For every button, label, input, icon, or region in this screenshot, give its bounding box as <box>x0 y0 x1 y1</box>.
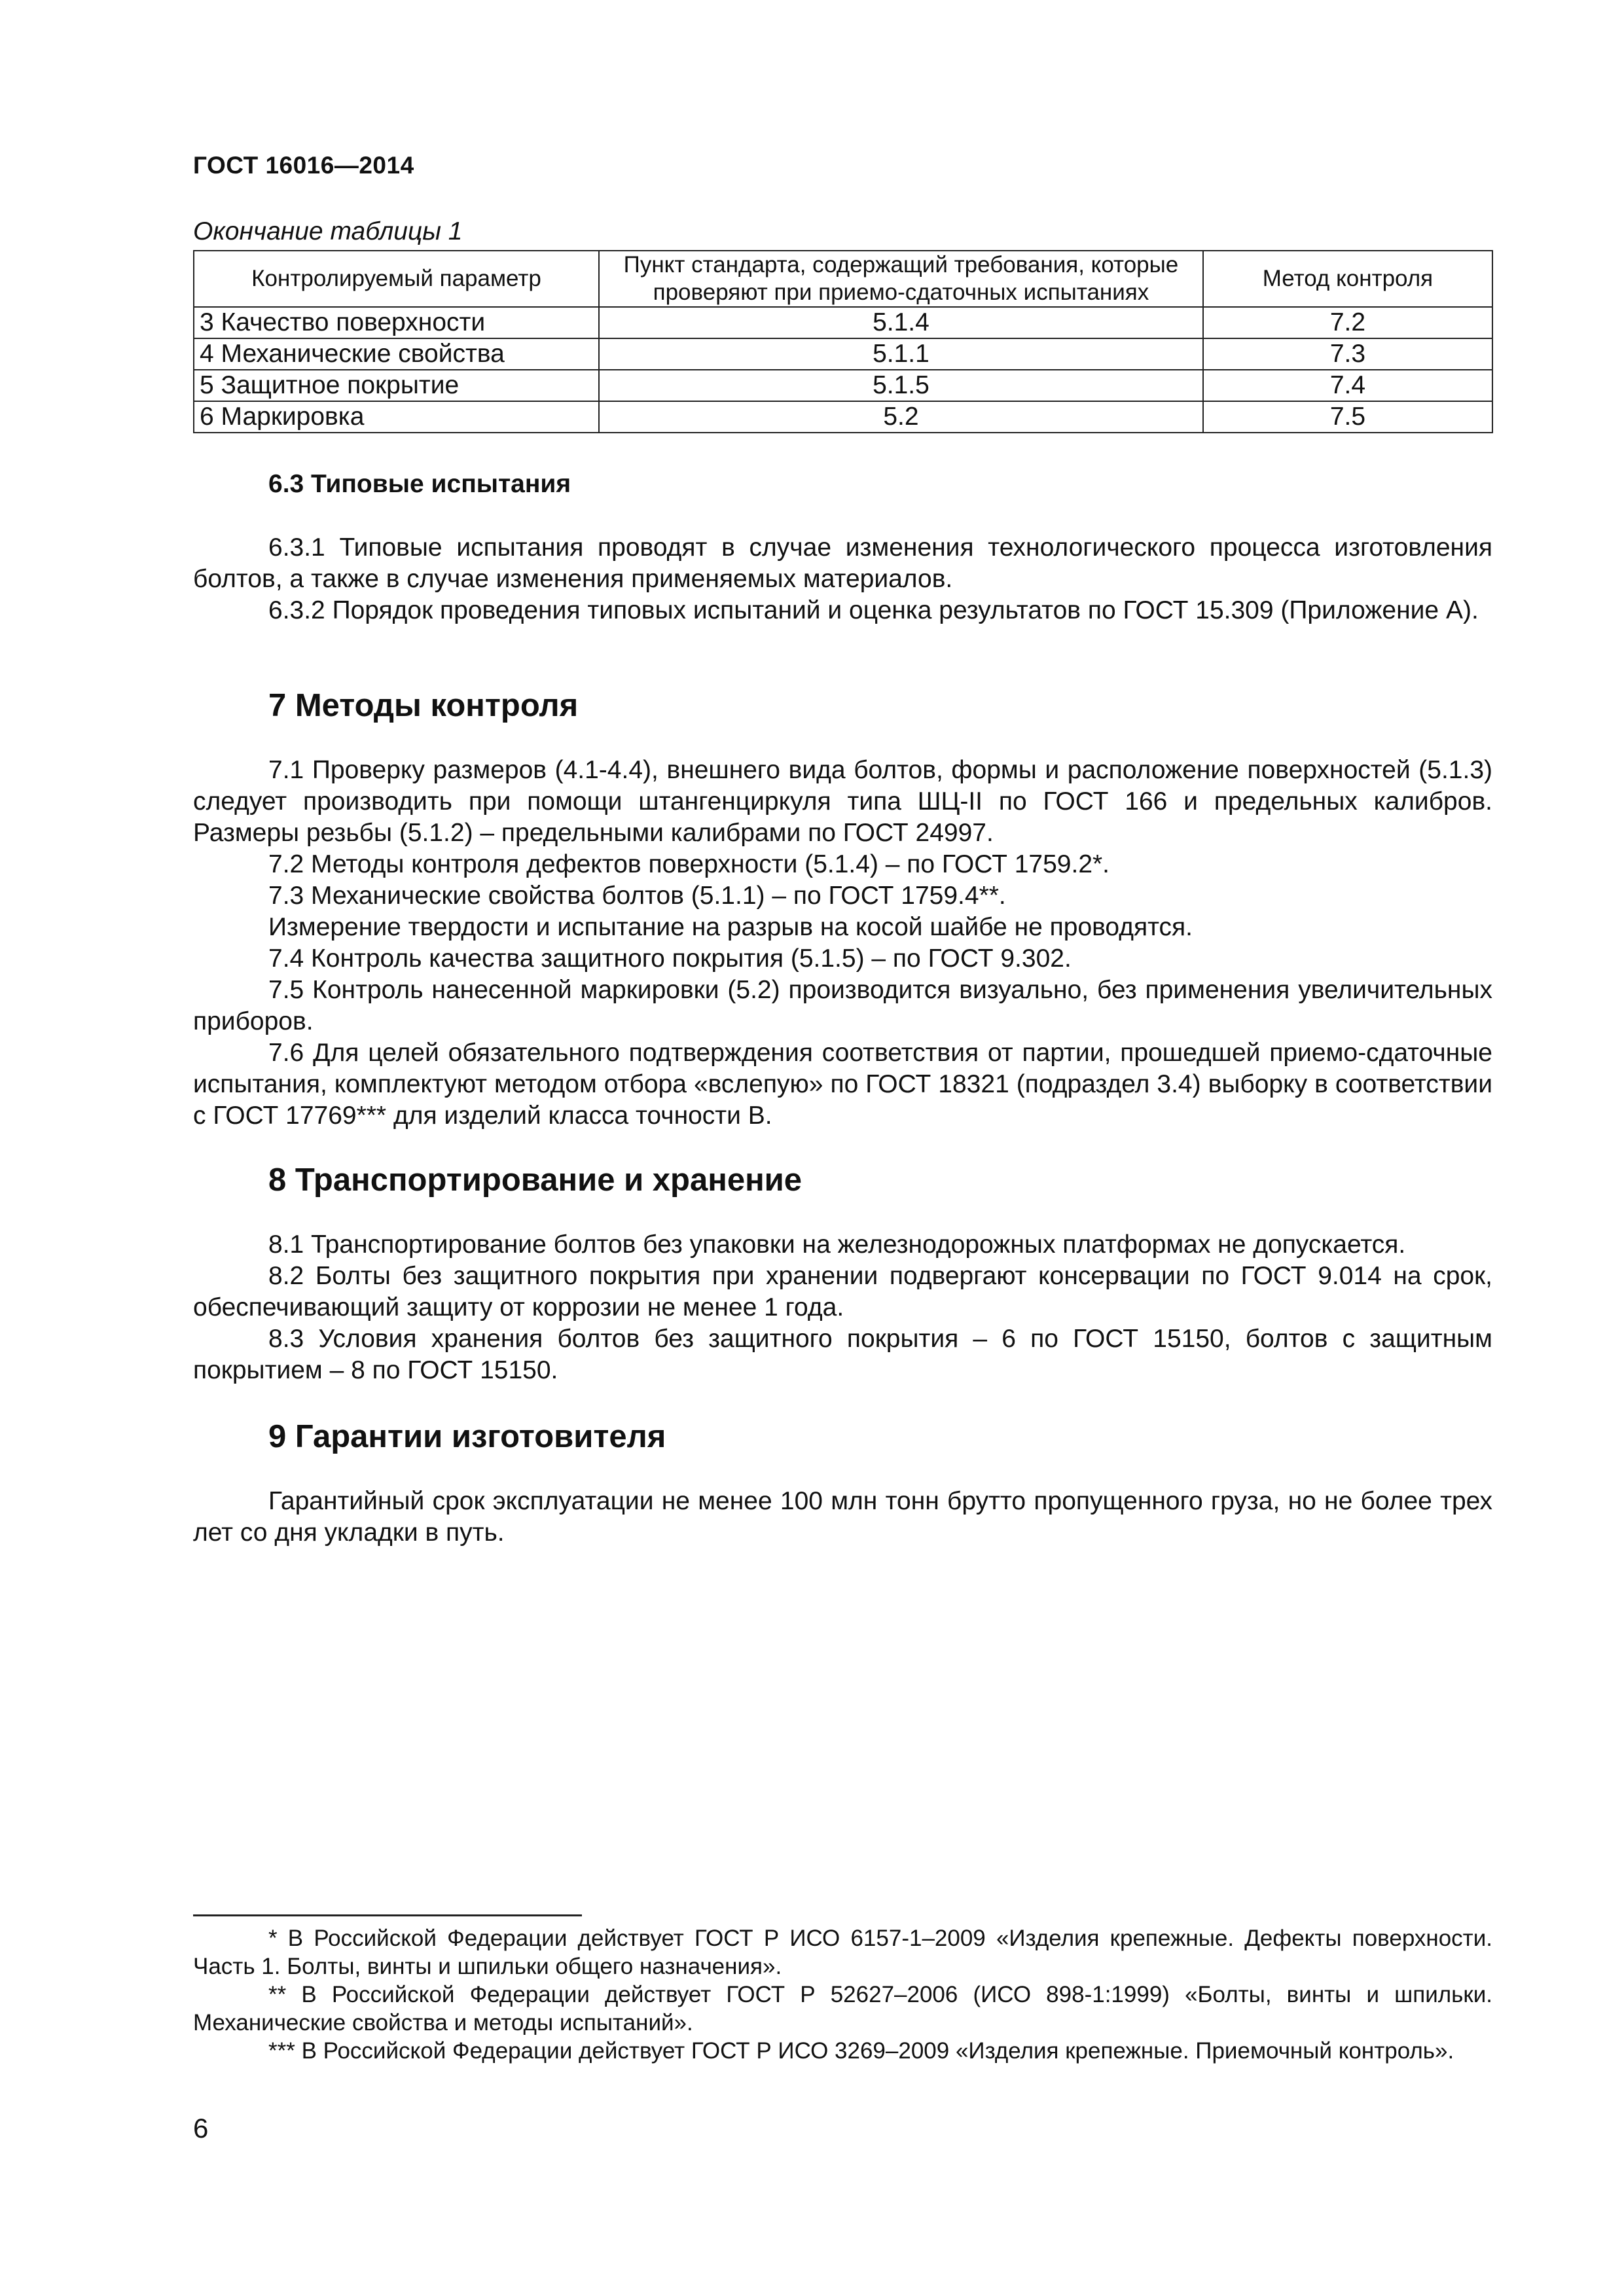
footnote: * В Российской Федерации действует ГОСТ Р ИСО 6157-1–2009 «Изделия крепежные. Дефекты поверхности. Часть 1. Болты, винты и шпильки общего назначения». <box>193 1926 1492 1979</box>
paragraph: 8.2 Болты без защитного покрытия при хранении подвергают консервации по ГОСТ 9.014 на срок, обеспечивающий защиту от коррозии не менее 1 года. <box>193 1262 1492 1321</box>
paragraph: 7.6 Для целей обязательного подтверждения соответствия от партии, прошедшей приемо-сдаточные испытания, комплектуют методом отбора «вслепую» по ГОСТ 18321 (подраздел 3.4) выборку в соответствии с ГОСТ 17769*** для изделий класса точности В. <box>193 1039 1492 1130</box>
table-cell: 7.5 <box>1203 401 1492 433</box>
table-cell: 6 Маркировка <box>194 401 599 433</box>
paragraph: 8.1 Транспортирование болтов без упаковки на железнодорожных платформах не допускается. <box>268 1230 1406 1259</box>
paragraph: 7.1 Проверку размеров (4.1-4.4), внешнего вида болтов, формы и расположение поверхностей (5.1.3) следует производить при помощи штангенциркуля типа ШЦ-II по ГОСТ 166 и предельных калибров. Размеры резьбы (5.1.2) – предельными калибрами по ГОСТ 24997. <box>193 756 1492 847</box>
paragraph: Гарантийный срок эксплуатации не менее 100 млн тонн брутто пропущенного груза, но не более трех лет со дня укладки в путь. <box>193 1487 1492 1547</box>
paragraph: Измерение твердости и испытание на разрыв на косой шайбе не проводятся. <box>268 913 1193 941</box>
table-1 <box>193 250 1493 433</box>
column-header-parameter: Контролируемый параметр <box>194 251 599 307</box>
table-cell: 3 Качество поверхности <box>194 307 599 338</box>
paragraph: 7.4 Контроль качества защитного покрытия (5.1.5) – по ГОСТ 9.302. <box>268 944 1072 973</box>
paragraph: 6.3.1 Типовые испытания проводят в случае изменения технологического процесса изготовления болтов, а также в случае изменения применяемых материалов. <box>193 533 1492 593</box>
table-row <box>194 307 1492 338</box>
table-cell: 7.2 <box>1203 307 1492 338</box>
table-cell: 5.2 <box>599 401 1203 433</box>
paragraph: 7.5 Контроль нанесенной маркировки (5.2) производится визуально, без применения увеличительных приборов. <box>193 976 1492 1035</box>
section-6-3-body <box>193 532 1492 626</box>
footnote: *** В Российской Федерации действует ГОСТ Р ИСО 3269–2009 «Изделия крепежные. Приемочный контроль». <box>268 2038 1454 2064</box>
section-9-body <box>193 1486 1492 1549</box>
table-cell: 7.3 <box>1203 338 1492 370</box>
table-cell: 5 Защитное покрытие <box>194 370 599 401</box>
table-cell: 5.1.1 <box>599 338 1203 370</box>
table-row <box>194 370 1492 401</box>
footnote-divider <box>193 1914 582 1916</box>
table-cell: 5.1.4 <box>599 307 1203 338</box>
footnotes <box>193 1924 1492 2065</box>
section-8-body <box>193 1229 1492 1386</box>
table-cell: 7.4 <box>1203 370 1492 401</box>
table-row <box>194 401 1492 433</box>
section-heading-7: 7 Методы контроля <box>268 688 579 723</box>
section-heading-9: 9 Гарантии изготовителя <box>268 1419 666 1454</box>
paragraph: 8.3 Условия хранения болтов без защитного покрытия – 6 по ГОСТ 15150, болтов с защитным покрытием – 8 по ГОСТ 15150. <box>193 1325 1492 1384</box>
column-header-method: Метод контроля <box>1203 251 1492 307</box>
table-header-row <box>194 251 1492 307</box>
page-number: 6 <box>193 2113 209 2144</box>
paragraph: 7.2 Методы контроля дефектов поверхности (5.1.4) – по ГОСТ 1759.2*. <box>268 850 1110 878</box>
document-header: ГОСТ 16016—2014 <box>193 152 414 179</box>
section-7-body <box>193 755 1492 1132</box>
paragraph: 7.3 Механические свойства болтов (5.1.1) – по ГОСТ 1759.4**. <box>268 882 1006 910</box>
table-caption: Окончание таблицы 1 <box>193 217 463 245</box>
footnote: ** В Российской Федерации действует ГОСТ Р 52627–2006 (ИСО 898-1:1999) «Болты, винты и шпильки. Механические свойства и методы испытаний». <box>193 1982 1492 2036</box>
table-cell: 5.1.5 <box>599 370 1203 401</box>
section-heading-8: 8 Транспортирование и хранение <box>268 1162 803 1198</box>
subsection-heading-6-3: 6.3 Типовые испытания <box>268 470 571 498</box>
document-page <box>193 0 1492 2296</box>
paragraph: 6.3.2 Порядок проведения типовых испытаний и оценка результатов по ГОСТ 15.309 (Приложение А). <box>268 596 1479 624</box>
column-header-clause: Пункт стандарта, содержащий требования, которые проверяют при приемо-сдаточных испытаниях <box>599 251 1203 307</box>
table-row <box>194 338 1492 370</box>
table-cell: 4 Механические свойства <box>194 338 599 370</box>
